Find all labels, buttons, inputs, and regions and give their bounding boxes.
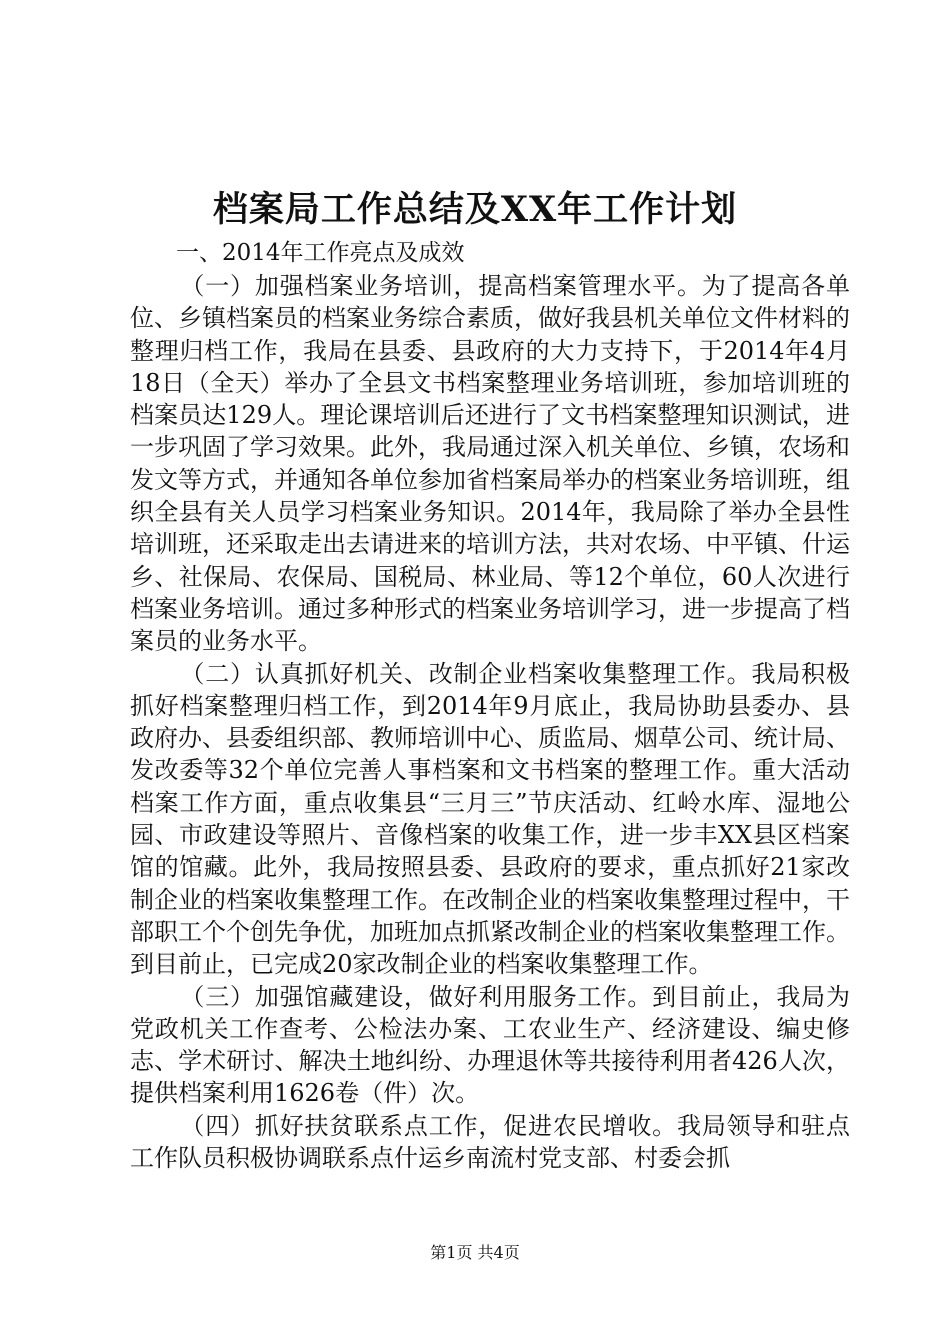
document-body [130, 270, 850, 1174]
body-paragraph: （二）认真抓好机关、改制企业档案收集整理工作。我局积极抓好档案整理归档工作，到2014年9月底止，我局协助县委办、县政府办、县委组织部、教师培训中心、质监局、烟草公司、统计局、发改委等32个单位完善人事档案和文书档案的整理工作。重大活动档案工作方面，重点收集县“三月三”节庆活动、红岭水库、湿地公园、市政建设等照片、音像档案的收集工作，进一步丰XX县区档案馆的馆藏。此外，我局按照县委、县政府的要求，重点抓好21家改制企业的档案收集整理工作。在改制企业的档案收集整理过程中，干部职工个个创先争优，加班加点抓紧改制企业的档案收集整理工作。到目前止，已完成20家改制企业的档案收集整理工作。 [130, 659, 850, 979]
body-paragraph: （一）加强档案业务培训，提高档案管理水平。为了提高各单位、乡镇档案员的档案业务综合素质，做好我县机关单位文件材料的整理归档工作，我局在县委、县政府的大力支持下，于2014年4月18日（全天）举办了全县文书档案整理业务培训班，参加培训班的档案员达129人。理论课培训后还进行了文书档案整理知识测试，进一步巩固了学习效果。此外，我局通过深入机关单位、乡镇，农场和发文等方式，并通知各单位参加省档案局举办的档案业务培训班，组织全县有关人员学习档案业务知识。2014年，我局除了举办全县性培训班，还采取走出去请进来的培训方法，共对农场、中平镇、什运乡、社保局、农保局、国税局、林业局、等12个单位，60人次进行档案业务培训。通过多种形式的档案业务培训学习，进一步提高了档案员的业务水平。 [130, 272, 850, 656]
body-paragraph: （四）抓好扶贫联系点工作，促进农民增收。我局领导和驻点工作队员积极协调联系点什运乡南流村党支部、村委会抓 [130, 1111, 850, 1173]
document-title: 档案局工作总结及XX年工作计划 [212, 189, 738, 230]
page-number-footer: 第1页 共4页 [430, 1243, 520, 1262]
section-heading: 一、2014年工作亮点及成效 [176, 240, 465, 266]
body-paragraph: （三）加强馆藏建设，做好利用服务工作。到目前止，我局为党政机关工作查考、公检法办案、工农业生产、经济建设、编史修志、学术研讨、解决土地纠纷、办理退休等共接待利用者426人次，提供档案利用1626卷（件）次。 [130, 982, 850, 1108]
